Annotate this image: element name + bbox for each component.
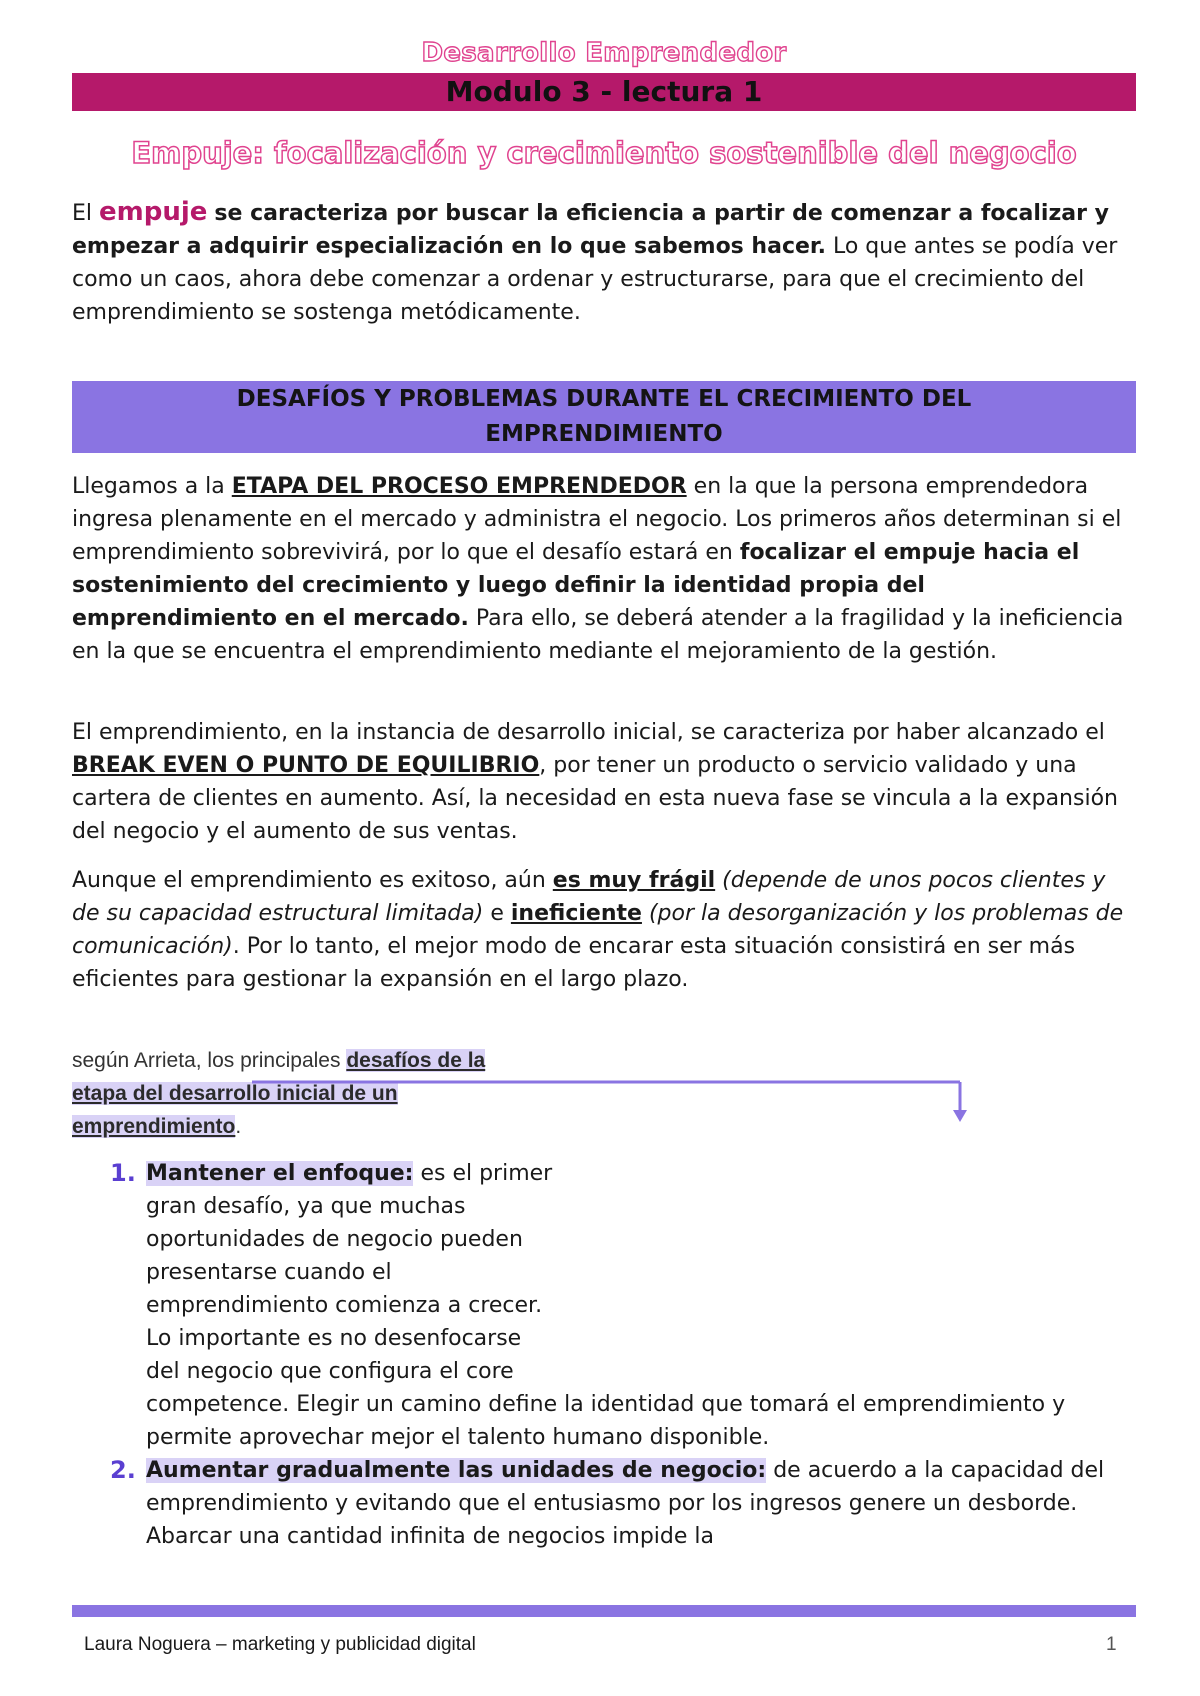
intro-paragraph — [72, 196, 1136, 329]
arrieta-period: . — [235, 1115, 242, 1138]
paragraph-fragil — [72, 864, 1136, 996]
footer-author: Laura Noguera – marketing y publicidad digital — [84, 1634, 476, 1655]
challenges-list — [72, 1157, 1136, 1553]
p1-text-b: en la que la persona emprendedora ingresa plenamente en el mercado y administra el negocio. Los primeros años determinan si el emprendimiento sobrevivirá, por lo que el desafío estará en — [72, 474, 1122, 565]
document-title: Desarrollo Emprendedor — [421, 38, 787, 68]
list-item-continued: competence. Elegir un camino define la identidad que tomará el emprendimiento y permite aprovechar mejor el talento humano disponible. — [146, 1392, 1066, 1450]
page-number: 1 — [1106, 1634, 1117, 1655]
p3-italic-1: (depende de unos pocos clientes y de su capacidad estructural limitada) — [72, 868, 1106, 926]
intro-bold: se caracteriza por buscar la eficiencia a partir de comenzar a focalizar y empezar a adquirir especialización en lo que sabemos hacer. — [72, 201, 1109, 259]
ineficiente-term: ineficiente — [510, 901, 642, 926]
paragraph-break-even — [72, 716, 1136, 848]
paragraph-etapa — [72, 470, 1136, 668]
intro-rest: Lo que antes se podía ver como un caos, ahora debe comenzar a ordenar y estructurarse, para que el crecimiento del emprendimiento se sostenga metódicamente. — [72, 234, 1118, 325]
list-item-narrow-text — [146, 1157, 556, 1388]
intro-el: El — [72, 201, 93, 226]
section-heading-line2: EMPRENDIMIENTO — [485, 421, 723, 447]
list-item — [72, 1454, 1136, 1553]
list-number: 1. — [110, 1159, 136, 1187]
p1-text-c: Para ello, se deberá atender a la fragilidad y la ineficiencia en la que se encuentra el emprendimiento mediante el mejoramiento de la gestión. — [72, 606, 1124, 664]
p3-text-e: e — [490, 901, 504, 926]
section-heading-line1: DESAFÍOS Y PROBLEMAS DURANTE EL CRECIMIENTO DEL — [236, 386, 972, 412]
empuje-keyword: empuje — [99, 197, 208, 227]
list-number: 2. — [110, 1456, 136, 1484]
etapa-link[interactable]: ETAPA DEL PROCESO EMPRENDEDOR — [231, 474, 687, 499]
arrieta-text: según Arrieta, los principales — [72, 1049, 341, 1072]
p3-text-b: . Por lo tanto, el mejor modo de encarar esta situación consistirá en ser más eficientes para gestionar la expansión en el largo plazo. — [72, 934, 1076, 992]
connector-arrow-icon — [252, 1080, 972, 1125]
p1-bold: focalizar el empuje hacia el sostenimiento del crecimiento y luego definir la identidad propia del emprendimiento en el mercado. — [72, 540, 1080, 631]
desafios-link[interactable]: desafíos de la etapa del desarrollo inicial de un emprendimiento — [72, 1049, 486, 1138]
p2-text-b: , por tener un producto o servicio validado y una cartera de clientes en aumento. Así, la necesidad en esta nueva fase se vincula a la expansión del negocio y el aumento de sus ventas. — [72, 753, 1118, 844]
list-item — [72, 1157, 1136, 1454]
fragil-term: es muy frágil — [552, 868, 716, 893]
section-heading — [72, 381, 1136, 453]
break-even-link[interactable]: BREAK EVEN O PUNTO DE EQUILIBRIO — [72, 753, 540, 778]
p2-text-a: El emprendimiento, en la instancia de desarrollo inicial, se caracteriza por haber alcanzado el — [72, 720, 1105, 745]
p1-text-a: Llegamos a la — [72, 474, 225, 499]
footer-divider — [72, 1605, 1136, 1617]
module-banner: Modulo 3 - lectura 1 — [72, 73, 1136, 111]
p3-italic-2: (por la desorganización y los problemas de comunicación) — [72, 901, 1124, 959]
list-item-title: Mantener el enfoque: — [146, 1161, 414, 1186]
p3-text-a: Aunque el emprendimiento es exitoso, aún — [72, 868, 546, 893]
lecture-title: Empuje: focalización y crecimiento sostenible del negocio — [131, 136, 1077, 170]
list-item-title: Aumentar gradualmente las unidades de negocio: — [146, 1458, 767, 1483]
list-item-text: es el primer gran desafío, ya que muchas oportunidades de negocio pueden presentarse cuando el emprendimiento comienza a crecer. Lo importante es no desenfocarse del negocio que configura el core — [146, 1161, 553, 1384]
list-item-text: de acuerdo a la capacidad del emprendimiento y evitando que el entusiasmo por los ingresos genere un desborde. Abarcar una cantidad infinita de negocios impide la — [146, 1458, 1105, 1549]
